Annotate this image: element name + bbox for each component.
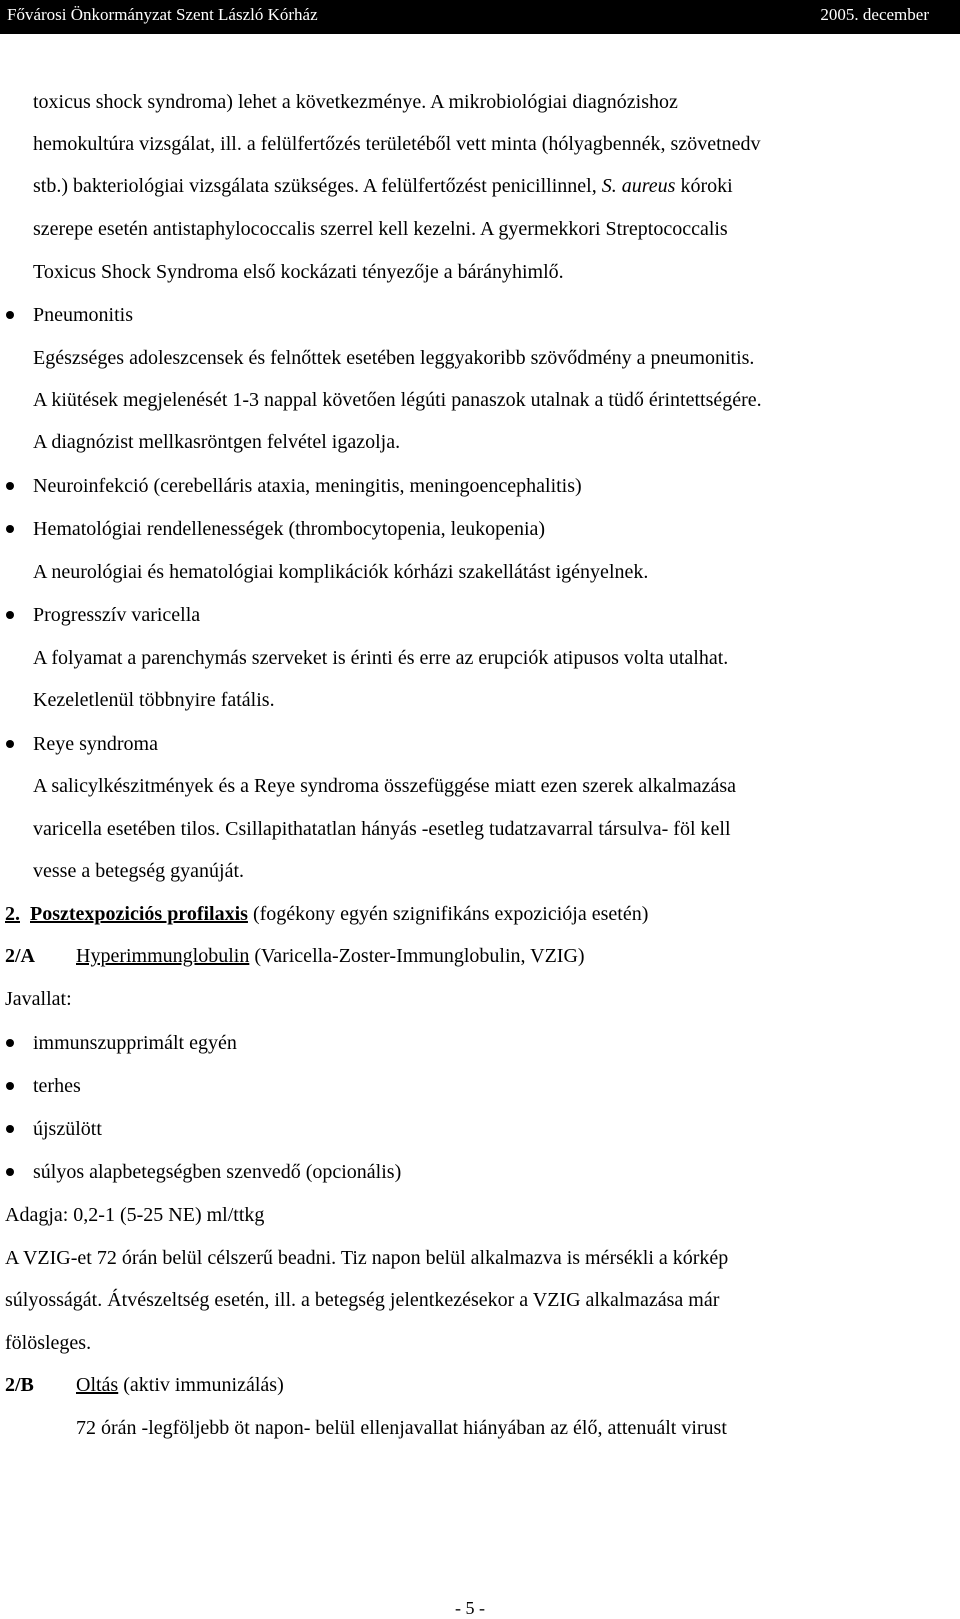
bullet-icon (6, 740, 14, 748)
text-line: súlyosságát. Átvészeltség esetén, ill. a betegség jelentkezésekor a VZIG alkalmazása már (5, 1289, 720, 1311)
text-line: 72 órán -legföljebb öt napon- belül ellenjavallat hiányában az élő, attenuált virust (76, 1417, 727, 1439)
bullet-icon (6, 1168, 14, 1176)
text-line: Egészséges adoleszcensek és felnőttek esetében leggyakoribb szövődmény a pneumonitis. (33, 347, 755, 369)
text-line: Toxicus Shock Syndroma első kockázati tényezője a bárányhimlő. (33, 261, 564, 283)
text-line: A diagnózist mellkasröntgen felvétel igazolja. (33, 431, 401, 453)
bullet-heading: Reye syndroma (33, 733, 158, 755)
bullet-icon (6, 525, 14, 533)
section-title: Posztexpoziciós profilaxis (30, 903, 248, 925)
list-item: újszülött (33, 1118, 102, 1140)
bullet-icon (6, 611, 14, 619)
text-line: fölösleges. (5, 1332, 92, 1354)
bullet-icon (6, 1039, 14, 1047)
bullet-heading: Neuroinfekció (cerebelláris ataxia, meningitis, meningoencephalitis) (33, 475, 582, 497)
bullet-heading: Pneumonitis (33, 304, 134, 326)
dosage-line: Adagja: 0,2-1 (5-25 NE) ml/ttkg (5, 1204, 265, 1226)
text-line: A VZIG-et 72 órán belül célszerű beadni. Tiz napon belül alkalmazva is mérsékli a kórkép (5, 1247, 729, 1269)
subsection-title: Oltás (76, 1374, 119, 1396)
bullet-heading: Hematológiai rendellenességek (thrombocytopenia, leukopenia) (33, 518, 546, 540)
label-javallat: Javallat: (5, 988, 72, 1010)
text-line: A kiütések megjelenését 1-3 nappal követően légúti panaszok utalnak a tüdő érintettségére. (33, 389, 762, 411)
text-line: toxicus shock syndroma) lehet a következménye. A mikrobiológiai diagnózishoz (33, 91, 678, 113)
italic-organism: S. aureus (601, 175, 676, 197)
list-item: terhes (33, 1075, 81, 1097)
page-header (0, 0, 960, 34)
text-line: varicella esetében tilos. Csillapithatatlan hányás -esetleg tudatzavarral társulva- föl kell (33, 818, 731, 840)
bullet-icon (6, 311, 14, 319)
bullet-icon (6, 1125, 14, 1133)
subsection-number: 2/B (5, 1374, 34, 1396)
header-hospital-name: Fővárosi Önkormányzat Szent László Kórház (7, 5, 318, 24)
text-line: A folyamat a parenchymás szerveket is érinti és erre az erupciók atipusos volta utalhat. (33, 647, 729, 669)
header-date: 2005. december (820, 5, 929, 24)
text-line: hemokultúra vizsgálat, ill. a felülfertőzés területéből vett minta (hólyagbennék, szövetnedv (33, 133, 761, 155)
text-line: A salicylkészitmények és a Reye syndroma összefüggése miatt ezen szerek alkalmazása (33, 775, 737, 797)
text-line: Kezeletlenül többnyire fatális. (33, 689, 275, 711)
subsection-number: 2/A (5, 945, 35, 967)
subsection-heading: Oltás (aktiv immunizálás) (76, 1374, 284, 1396)
text-line: A neurológiai és hematológiai komplikációk kórházi szakellátást igényelnek. (33, 561, 649, 583)
text-line: szerepe esetén antistaphylococcalis szerrel kell kezelni. A gyermekkori Streptococcalis (33, 218, 728, 240)
subsection-title: Hyperimmunglobulin (76, 945, 250, 967)
subsection-heading: Hyperimmunglobulin (Varicella-Zoster-Immunglobulin, VZIG) (76, 945, 585, 967)
text-line: stb.) bakteriológiai vizsgálata szükséges. A felülfertőzést penicillinnel, S. aureus kóroki (33, 175, 733, 197)
section-heading: 2. Posztexpoziciós profilaxis (fogékony egyén szignifikáns expoziciója esetén) (5, 903, 649, 925)
bullet-icon (6, 482, 14, 490)
bullet-heading: Progresszív varicella (33, 604, 201, 626)
list-item: immunszupprimált egyén (33, 1032, 237, 1054)
bullet-icon (6, 1082, 14, 1090)
list-item: súlyos alapbetegségben szenvedő (opcionális) (33, 1161, 402, 1183)
page-number: - 5 - (455, 1598, 485, 1618)
text-line: vesse a betegség gyanúját. (33, 860, 245, 882)
